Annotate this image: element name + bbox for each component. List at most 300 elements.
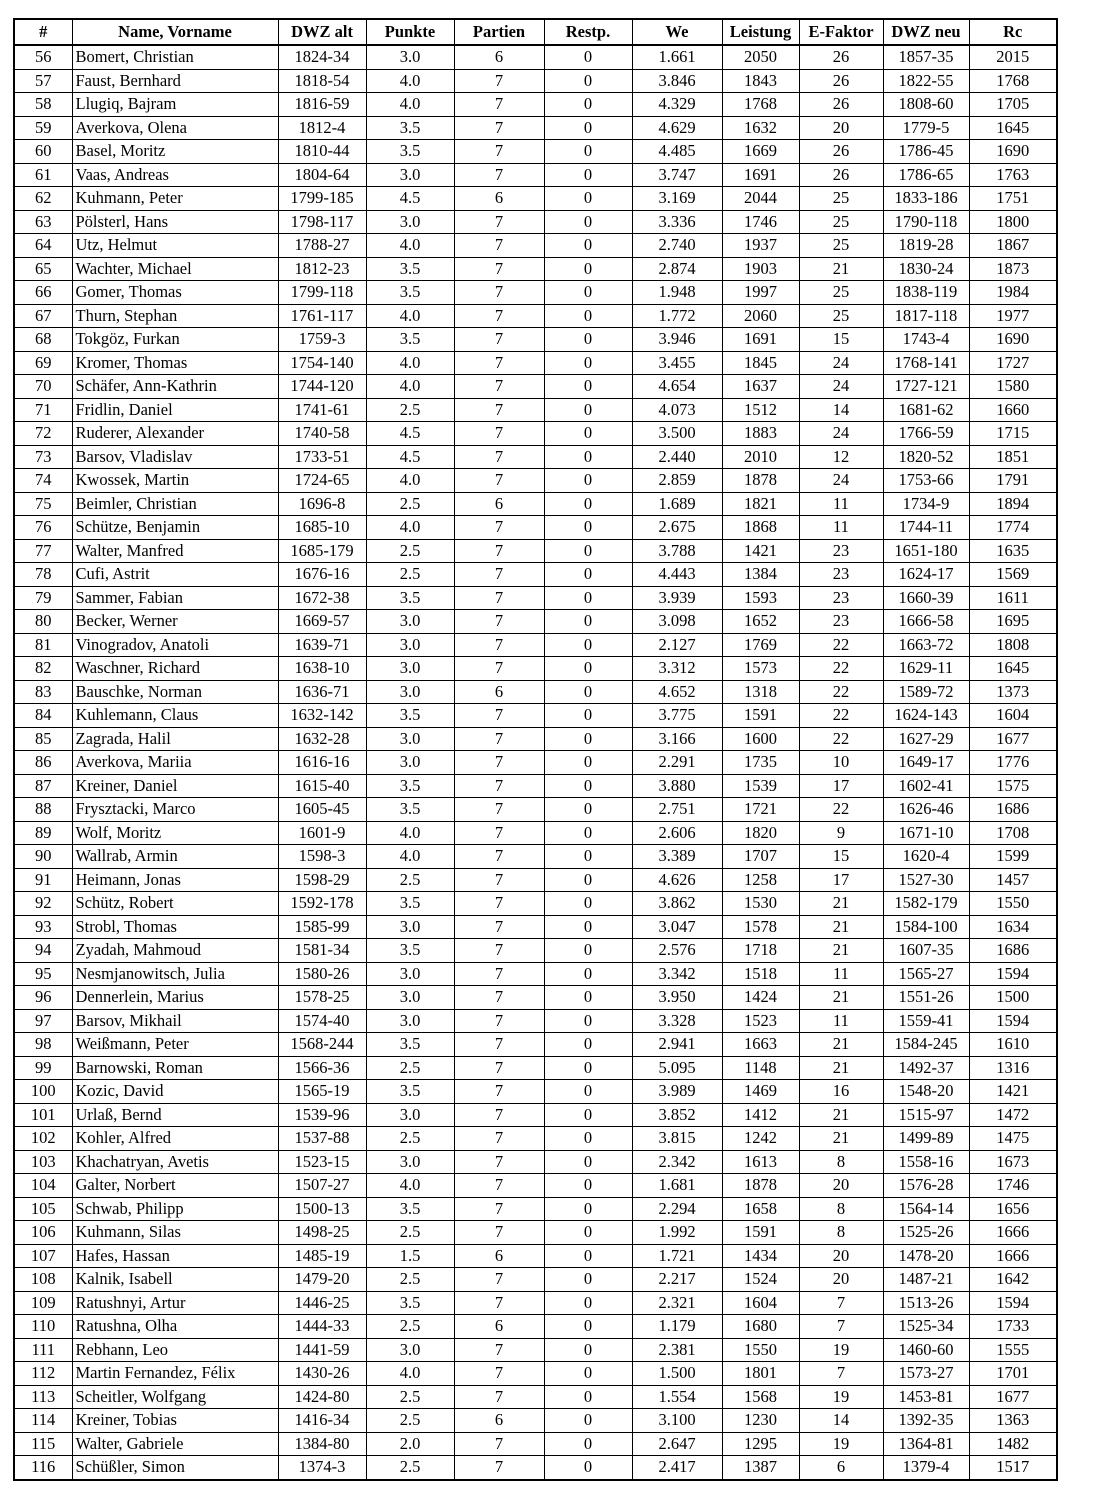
cell-leistung: 1295 <box>722 1432 799 1456</box>
cell-leistung: 1600 <box>722 727 799 751</box>
cell-name: Faust, Bernhard <box>72 69 278 93</box>
cell-punkte: 2.5 <box>366 1127 454 1151</box>
cell-partien: 7 <box>454 516 544 540</box>
cell-we: 1.179 <box>632 1315 722 1339</box>
table-row <box>14 351 1057 375</box>
cell-restp: 0 <box>544 1338 632 1362</box>
cell-name: Scheitler, Wolfgang <box>72 1385 278 1409</box>
table-row <box>14 1221 1057 1245</box>
cell-rc: 1555 <box>969 1338 1057 1362</box>
cell-rc: 1705 <box>969 93 1057 117</box>
cell-number: 63 <box>14 210 72 234</box>
cell-we: 4.073 <box>632 398 722 422</box>
cell-we: 3.852 <box>632 1103 722 1127</box>
cell-dwz-alt: 1598-29 <box>278 868 366 892</box>
cell-we: 3.815 <box>632 1127 722 1151</box>
cell-dwz-alt: 1632-142 <box>278 704 366 728</box>
cell-punkte: 2.5 <box>366 539 454 563</box>
cell-name: Walter, Gabriele <box>72 1432 278 1456</box>
cell-name: Kalnik, Isabell <box>72 1268 278 1292</box>
cell-leistung: 1230 <box>722 1409 799 1433</box>
cell-leistung: 1769 <box>722 633 799 657</box>
cell-leistung: 1878 <box>722 1174 799 1198</box>
table-row <box>14 1174 1057 1198</box>
cell-name: Bomert, Christian <box>72 45 278 69</box>
cell-punkte: 3.5 <box>366 116 454 140</box>
cell-we: 3.342 <box>632 962 722 986</box>
cell-number: 113 <box>14 1385 72 1409</box>
cell-leistung: 1148 <box>722 1056 799 1080</box>
cell-leistung: 1746 <box>722 210 799 234</box>
cell-punkte: 3.5 <box>366 1291 454 1315</box>
cell-punkte: 4.0 <box>366 375 454 399</box>
cell-name: Nesmjanowitsch, Julia <box>72 962 278 986</box>
cell-dwz-neu: 1487-21 <box>883 1268 969 1292</box>
cell-name: Averkova, Mariia <box>72 751 278 775</box>
cell-partien: 7 <box>454 563 544 587</box>
cell-punkte: 4.0 <box>366 93 454 117</box>
table-row <box>14 1033 1057 1057</box>
cell-e-faktor: 9 <box>799 821 883 845</box>
cell-rc: 1690 <box>969 328 1057 352</box>
cell-partien: 7 <box>454 163 544 187</box>
cell-e-faktor: 10 <box>799 751 883 775</box>
cell-dwz-neu: 1830-24 <box>883 257 969 281</box>
table-row <box>14 868 1057 892</box>
cell-restp: 0 <box>544 727 632 751</box>
cell-number: 70 <box>14 375 72 399</box>
cell-punkte: 2.5 <box>366 868 454 892</box>
cell-restp: 0 <box>544 1385 632 1409</box>
cell-name: Bauschke, Norman <box>72 680 278 704</box>
cell-dwz-alt: 1566-36 <box>278 1056 366 1080</box>
cell-dwz-alt: 1810-44 <box>278 140 366 164</box>
cell-dwz-neu: 1527-30 <box>883 868 969 892</box>
cell-dwz-alt: 1580-26 <box>278 962 366 986</box>
cell-number: 77 <box>14 539 72 563</box>
cell-restp: 0 <box>544 45 632 69</box>
cell-dwz-neu: 1624-17 <box>883 563 969 587</box>
cell-punkte: 2.5 <box>366 1221 454 1245</box>
cell-name: Weißmann, Peter <box>72 1033 278 1057</box>
cell-leistung: 1568 <box>722 1385 799 1409</box>
cell-restp: 0 <box>544 281 632 305</box>
cell-rc: 1642 <box>969 1268 1057 1292</box>
cell-partien: 7 <box>454 774 544 798</box>
cell-name: Barnowski, Roman <box>72 1056 278 1080</box>
cell-name: Beimler, Christian <box>72 492 278 516</box>
cell-leistung: 1652 <box>722 610 799 634</box>
cell-punkte: 3.0 <box>366 1009 454 1033</box>
cell-restp: 0 <box>544 257 632 281</box>
cell-rc: 1599 <box>969 845 1057 869</box>
cell-leistung: 1721 <box>722 798 799 822</box>
cell-restp: 0 <box>544 1432 632 1456</box>
cell-dwz-alt: 1685-10 <box>278 516 366 540</box>
cell-partien: 7 <box>454 1291 544 1315</box>
cell-dwz-neu: 1651-180 <box>883 539 969 563</box>
cell-dwz-alt: 1523-15 <box>278 1150 366 1174</box>
cell-leistung: 1937 <box>722 234 799 258</box>
cell-name: Kromer, Thomas <box>72 351 278 375</box>
cell-dwz-alt: 1632-28 <box>278 727 366 751</box>
cell-dwz-alt: 1733-51 <box>278 445 366 469</box>
cell-we: 3.328 <box>632 1009 722 1033</box>
cell-dwz-neu: 1768-141 <box>883 351 969 375</box>
cell-leistung: 1434 <box>722 1244 799 1268</box>
cell-punkte: 4.0 <box>366 1174 454 1198</box>
cell-dwz-neu: 1573-27 <box>883 1362 969 1386</box>
cell-punkte: 3.0 <box>366 915 454 939</box>
cell-dwz-neu: 1576-28 <box>883 1174 969 1198</box>
cell-leistung: 1718 <box>722 939 799 963</box>
cell-dwz-neu: 1663-72 <box>883 633 969 657</box>
table-header <box>14 19 1057 45</box>
cell-punkte: 3.0 <box>366 1150 454 1174</box>
cell-restp: 0 <box>544 892 632 916</box>
cell-punkte: 2.5 <box>366 1056 454 1080</box>
cell-name: Schütz, Robert <box>72 892 278 916</box>
cell-punkte: 4.0 <box>366 845 454 869</box>
cell-name: Urlaß, Bernd <box>72 1103 278 1127</box>
cell-we: 2.576 <box>632 939 722 963</box>
col-header-punkte: Punkte <box>366 19 454 45</box>
cell-rc: 1686 <box>969 798 1057 822</box>
cell-rc: 1373 <box>969 680 1057 704</box>
cell-e-faktor: 23 <box>799 563 883 587</box>
table-row <box>14 328 1057 352</box>
cell-rc: 1768 <box>969 69 1057 93</box>
cell-restp: 0 <box>544 1362 632 1386</box>
cell-restp: 0 <box>544 375 632 399</box>
cell-rc: 1645 <box>969 116 1057 140</box>
cell-dwz-neu: 1626-46 <box>883 798 969 822</box>
cell-dwz-neu: 1379-4 <box>883 1456 969 1480</box>
cell-punkte: 3.0 <box>366 1338 454 1362</box>
table-row <box>14 163 1057 187</box>
cell-number: 95 <box>14 962 72 986</box>
cell-number: 93 <box>14 915 72 939</box>
cell-punkte: 3.0 <box>366 727 454 751</box>
cell-e-faktor: 8 <box>799 1197 883 1221</box>
cell-number: 103 <box>14 1150 72 1174</box>
cell-number: 114 <box>14 1409 72 1433</box>
cell-we: 4.654 <box>632 375 722 399</box>
cell-rc: 1363 <box>969 1409 1057 1433</box>
table-row <box>14 1244 1057 1268</box>
cell-we: 3.336 <box>632 210 722 234</box>
cell-partien: 6 <box>454 1409 544 1433</box>
cell-rc: 1656 <box>969 1197 1057 1221</box>
cell-restp: 0 <box>544 845 632 869</box>
cell-e-faktor: 21 <box>799 939 883 963</box>
cell-restp: 0 <box>544 657 632 681</box>
cell-restp: 0 <box>544 939 632 963</box>
cell-punkte: 3.5 <box>366 892 454 916</box>
table-row <box>14 257 1057 281</box>
cell-number: 80 <box>14 610 72 634</box>
table-row <box>14 1056 1057 1080</box>
table-row <box>14 751 1057 775</box>
cell-name: Vaas, Andreas <box>72 163 278 187</box>
cell-punkte: 3.5 <box>366 774 454 798</box>
cell-e-faktor: 17 <box>799 774 883 798</box>
cell-e-faktor: 19 <box>799 1385 883 1409</box>
cell-rc: 1611 <box>969 586 1057 610</box>
cell-leistung: 1591 <box>722 704 799 728</box>
cell-e-faktor: 12 <box>799 445 883 469</box>
cell-rc: 1776 <box>969 751 1057 775</box>
cell-we: 3.047 <box>632 915 722 939</box>
cell-partien: 7 <box>454 1432 544 1456</box>
cell-restp: 0 <box>544 445 632 469</box>
cell-we: 2.606 <box>632 821 722 845</box>
col-header-dwz-neu: DWZ neu <box>883 19 969 45</box>
cell-we: 3.747 <box>632 163 722 187</box>
cell-rc: 1660 <box>969 398 1057 422</box>
cell-dwz-alt: 1444-33 <box>278 1315 366 1339</box>
cell-rc: 2015 <box>969 45 1057 69</box>
cell-dwz-neu: 1666-58 <box>883 610 969 634</box>
cell-restp: 0 <box>544 1150 632 1174</box>
cell-dwz-neu: 1620-4 <box>883 845 969 869</box>
cell-partien: 7 <box>454 915 544 939</box>
cell-number: 72 <box>14 422 72 446</box>
col-header-e-faktor: E-Faktor <box>799 19 883 45</box>
cell-punkte: 2.5 <box>366 1385 454 1409</box>
cell-name: Gomer, Thomas <box>72 281 278 305</box>
cell-dwz-neu: 1808-60 <box>883 93 969 117</box>
cell-name: Averkova, Olena <box>72 116 278 140</box>
cell-name: Fridlin, Daniel <box>72 398 278 422</box>
cell-dwz-alt: 1638-10 <box>278 657 366 681</box>
cell-punkte: 3.5 <box>366 939 454 963</box>
cell-number: 67 <box>14 304 72 328</box>
cell-rc: 1873 <box>969 257 1057 281</box>
cell-partien: 7 <box>454 821 544 845</box>
cell-e-faktor: 21 <box>799 892 883 916</box>
cell-e-faktor: 22 <box>799 633 883 657</box>
cell-dwz-neu: 1551-26 <box>883 986 969 1010</box>
cell-partien: 7 <box>454 1150 544 1174</box>
cell-we: 5.095 <box>632 1056 722 1080</box>
cell-e-faktor: 25 <box>799 304 883 328</box>
cell-name: Cufi, Astrit <box>72 563 278 587</box>
cell-dwz-alt: 1507-27 <box>278 1174 366 1198</box>
cell-leistung: 1604 <box>722 1291 799 1315</box>
cell-partien: 7 <box>454 939 544 963</box>
cell-dwz-alt: 1818-54 <box>278 69 366 93</box>
cell-number: 83 <box>14 680 72 704</box>
cell-partien: 7 <box>454 1103 544 1127</box>
cell-e-faktor: 26 <box>799 140 883 164</box>
cell-partien: 7 <box>454 845 544 869</box>
cell-name: Pölsterl, Hans <box>72 210 278 234</box>
cell-dwz-alt: 1724-65 <box>278 469 366 493</box>
cell-rc: 1733 <box>969 1315 1057 1339</box>
cell-dwz-neu: 1838-119 <box>883 281 969 305</box>
cell-dwz-alt: 1485-19 <box>278 1244 366 1268</box>
cell-dwz-neu: 1582-179 <box>883 892 969 916</box>
table-row <box>14 939 1057 963</box>
cell-number: 65 <box>14 257 72 281</box>
cell-leistung: 1523 <box>722 1009 799 1033</box>
cell-rc: 1808 <box>969 633 1057 657</box>
cell-partien: 7 <box>454 210 544 234</box>
table-row <box>14 821 1057 845</box>
cell-dwz-alt: 1759-3 <box>278 328 366 352</box>
cell-number: 101 <box>14 1103 72 1127</box>
col-header-rc: Rc <box>969 19 1057 45</box>
cell-dwz-neu: 1786-45 <box>883 140 969 164</box>
cell-dwz-alt: 1446-25 <box>278 1291 366 1315</box>
cell-number: 86 <box>14 751 72 775</box>
cell-e-faktor: 11 <box>799 492 883 516</box>
cell-dwz-neu: 1819-28 <box>883 234 969 258</box>
cell-punkte: 3.5 <box>366 328 454 352</box>
cell-dwz-alt: 1537-88 <box>278 1127 366 1151</box>
cell-leistung: 1768 <box>722 93 799 117</box>
cell-dwz-neu: 1478-20 <box>883 1244 969 1268</box>
cell-dwz-neu: 1602-41 <box>883 774 969 798</box>
table-body <box>14 45 1057 1480</box>
cell-e-faktor: 15 <box>799 845 883 869</box>
cell-leistung: 1530 <box>722 892 799 916</box>
cell-e-faktor: 20 <box>799 116 883 140</box>
cell-leistung: 2050 <box>722 45 799 69</box>
table-row <box>14 281 1057 305</box>
cell-number: 85 <box>14 727 72 751</box>
cell-rc: 1695 <box>969 610 1057 634</box>
table-row <box>14 445 1057 469</box>
cell-number: 64 <box>14 234 72 258</box>
cell-punkte: 2.5 <box>366 1409 454 1433</box>
cell-punkte: 3.5 <box>366 798 454 822</box>
cell-leistung: 1421 <box>722 539 799 563</box>
cell-dwz-neu: 1857-35 <box>883 45 969 69</box>
cell-name: Wallrab, Armin <box>72 845 278 869</box>
cell-dwz-alt: 1798-117 <box>278 210 366 234</box>
cell-dwz-alt: 1605-45 <box>278 798 366 822</box>
cell-we: 3.098 <box>632 610 722 634</box>
header-row <box>14 19 1057 45</box>
table-row <box>14 45 1057 69</box>
cell-e-faktor: 14 <box>799 398 883 422</box>
cell-dwz-neu: 1525-34 <box>883 1315 969 1339</box>
cell-partien: 7 <box>454 798 544 822</box>
cell-e-faktor: 21 <box>799 986 883 1010</box>
cell-e-faktor: 8 <box>799 1150 883 1174</box>
cell-partien: 7 <box>454 375 544 399</box>
cell-partien: 7 <box>454 892 544 916</box>
cell-partien: 7 <box>454 1080 544 1104</box>
cell-dwz-alt: 1565-19 <box>278 1080 366 1104</box>
cell-leistung: 1820 <box>722 821 799 845</box>
cell-rc: 1482 <box>969 1432 1057 1456</box>
cell-dwz-neu: 1558-16 <box>883 1150 969 1174</box>
cell-e-faktor: 26 <box>799 45 883 69</box>
cell-punkte: 4.0 <box>366 821 454 845</box>
cell-rc: 1610 <box>969 1033 1057 1057</box>
cell-we: 1.689 <box>632 492 722 516</box>
cell-partien: 7 <box>454 1127 544 1151</box>
cell-punkte: 3.0 <box>366 657 454 681</box>
cell-rc: 1727 <box>969 351 1057 375</box>
cell-e-faktor: 20 <box>799 1244 883 1268</box>
cell-dwz-alt: 1616-16 <box>278 751 366 775</box>
cell-punkte: 4.0 <box>366 351 454 375</box>
cell-restp: 0 <box>544 1409 632 1433</box>
table-row <box>14 915 1057 939</box>
cell-leistung: 1821 <box>722 492 799 516</box>
cell-dwz-neu: 1822-55 <box>883 69 969 93</box>
cell-e-faktor: 21 <box>799 1127 883 1151</box>
cell-partien: 7 <box>454 257 544 281</box>
cell-e-faktor: 19 <box>799 1432 883 1456</box>
cell-e-faktor: 23 <box>799 610 883 634</box>
cell-we: 2.874 <box>632 257 722 281</box>
cell-rc: 1550 <box>969 892 1057 916</box>
cell-restp: 0 <box>544 539 632 563</box>
cell-e-faktor: 7 <box>799 1362 883 1386</box>
cell-dwz-neu: 1624-143 <box>883 704 969 728</box>
cell-we: 3.939 <box>632 586 722 610</box>
cell-dwz-alt: 1804-64 <box>278 163 366 187</box>
cell-leistung: 1691 <box>722 163 799 187</box>
cell-we: 3.846 <box>632 69 722 93</box>
cell-restp: 0 <box>544 1056 632 1080</box>
cell-dwz-neu: 1766-59 <box>883 422 969 446</box>
cell-leistung: 1883 <box>722 422 799 446</box>
table-row <box>14 610 1057 634</box>
cell-leistung: 2044 <box>722 187 799 211</box>
cell-we: 2.859 <box>632 469 722 493</box>
col-header-restp: Restp. <box>544 19 632 45</box>
cell-e-faktor: 7 <box>799 1291 883 1315</box>
cell-dwz-neu: 1779-5 <box>883 116 969 140</box>
cell-dwz-alt: 1799-118 <box>278 281 366 305</box>
cell-number: 109 <box>14 1291 72 1315</box>
cell-number: 98 <box>14 1033 72 1057</box>
cell-e-faktor: 25 <box>799 234 883 258</box>
cell-leistung: 1384 <box>722 563 799 587</box>
cell-dwz-neu: 1548-20 <box>883 1080 969 1104</box>
cell-we: 2.127 <box>632 633 722 657</box>
cell-partien: 7 <box>454 704 544 728</box>
cell-punkte: 4.0 <box>366 69 454 93</box>
cell-number: 58 <box>14 93 72 117</box>
cell-leistung: 1707 <box>722 845 799 869</box>
cell-name: Frysztacki, Marco <box>72 798 278 822</box>
cell-we: 3.500 <box>632 422 722 446</box>
cell-number: 112 <box>14 1362 72 1386</box>
cell-we: 1.554 <box>632 1385 722 1409</box>
table-row <box>14 962 1057 986</box>
cell-number: 106 <box>14 1221 72 1245</box>
cell-we: 3.389 <box>632 845 722 869</box>
cell-number: 100 <box>14 1080 72 1104</box>
cell-number: 111 <box>14 1338 72 1362</box>
cell-punkte: 4.5 <box>366 187 454 211</box>
cell-rc: 1594 <box>969 1291 1057 1315</box>
cell-number: 78 <box>14 563 72 587</box>
cell-leistung: 1573 <box>722 657 799 681</box>
cell-restp: 0 <box>544 1268 632 1292</box>
cell-dwz-alt: 1744-120 <box>278 375 366 399</box>
table-row <box>14 516 1057 540</box>
cell-number: 76 <box>14 516 72 540</box>
cell-restp: 0 <box>544 210 632 234</box>
